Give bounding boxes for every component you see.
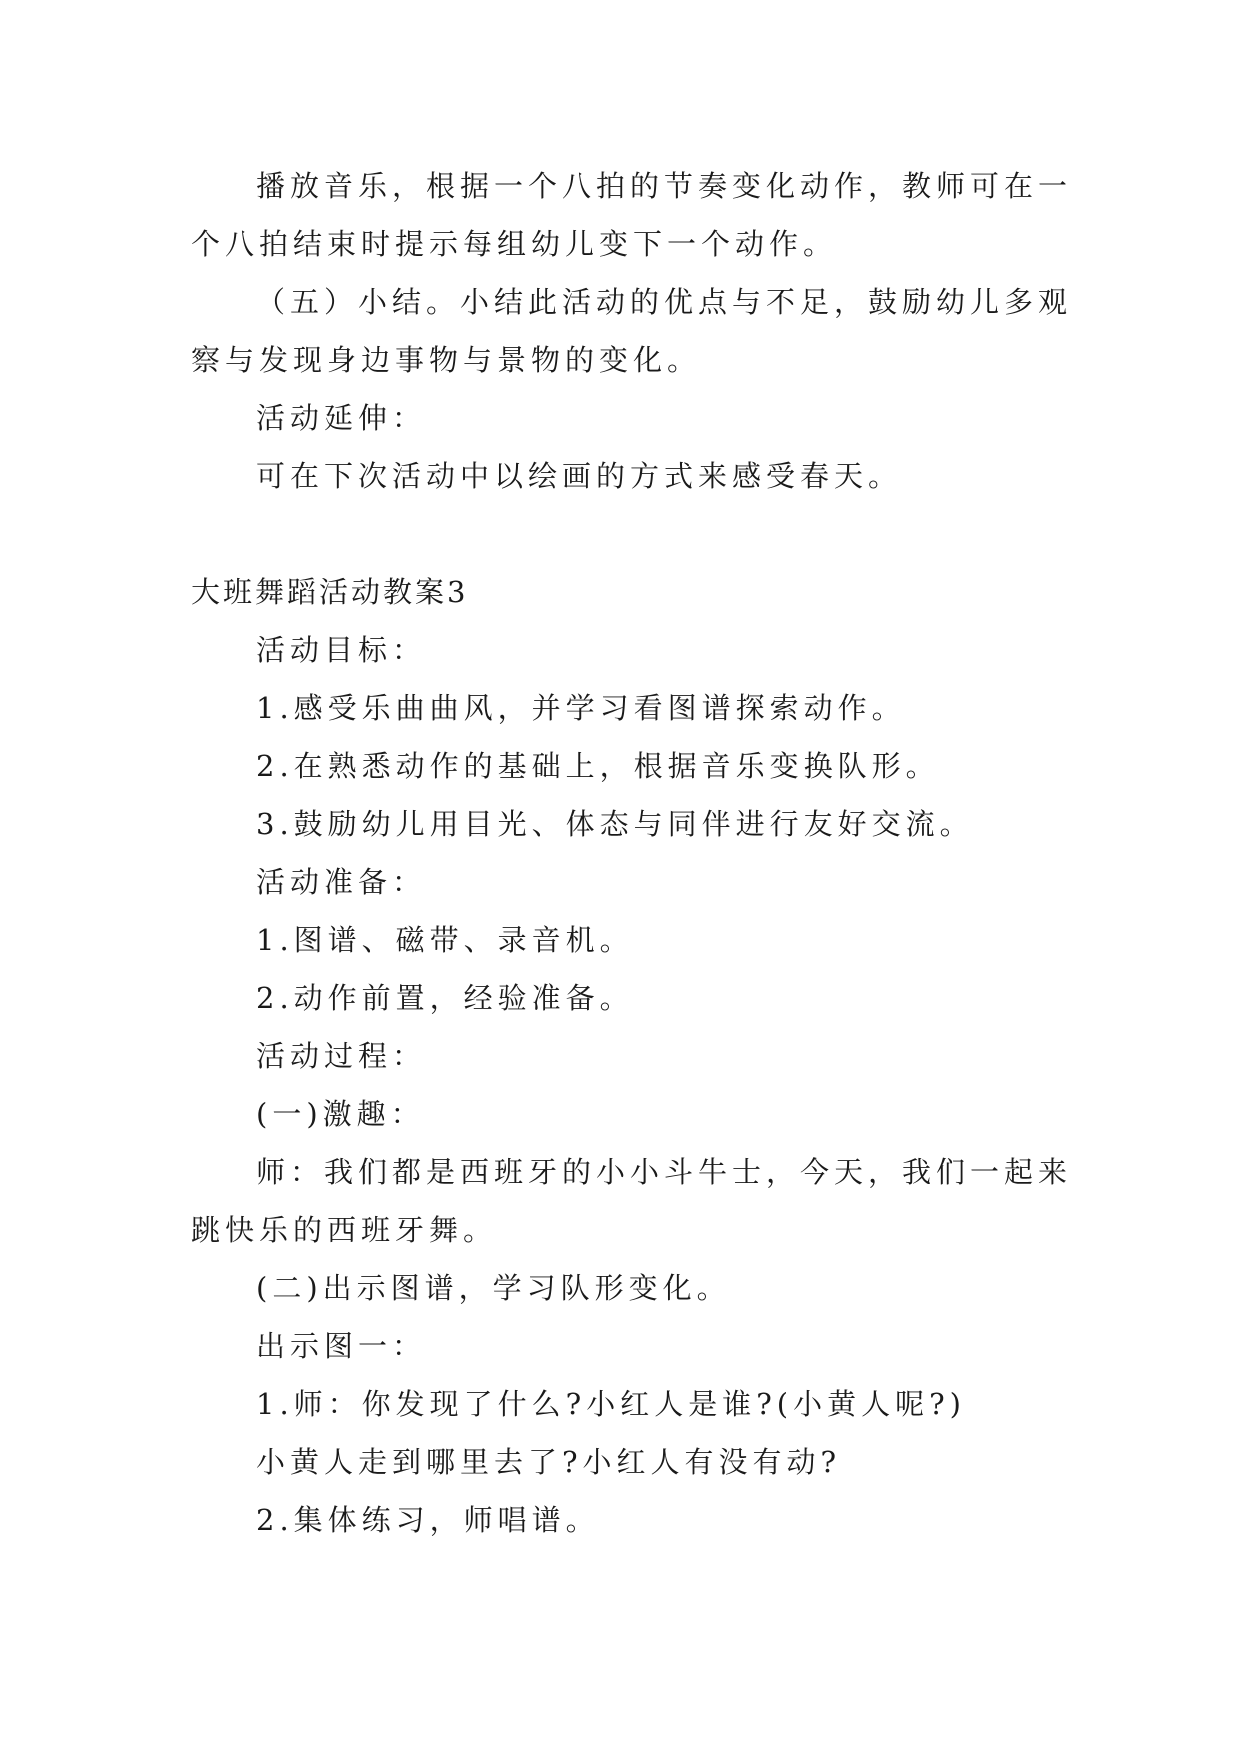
paragraph-line: 出示图一： xyxy=(256,1329,427,1363)
section-heading: 活动延伸： xyxy=(256,401,427,435)
paragraph-line: 跳快乐的西班牙舞。 xyxy=(191,1213,498,1247)
paragraph-line: 可在下次活动中以绘画的方式来感受春天。 xyxy=(256,459,903,493)
subsection-heading: (一)激趣： xyxy=(256,1097,425,1131)
list-item: 2.动作前置，经验准备。 xyxy=(256,981,634,1015)
section-heading: 活动准备： xyxy=(256,865,427,899)
document-title: 大班舞蹈活动教案3 xyxy=(191,575,469,609)
list-item: 1.师：你发现了什么?小红人是谁?(小黄人呢?) xyxy=(256,1387,966,1421)
paragraph-line: 察与发现身边事物与景物的变化。 xyxy=(191,343,702,377)
section-heading: 活动目标： xyxy=(256,633,427,667)
list-item: 2.在熟悉动作的基础上，根据音乐变换队形。 xyxy=(256,749,940,783)
list-item: 1.图谱、磁带、录音机。 xyxy=(256,923,634,957)
paragraph-line: （五）小结。小结此活动的优点与不足，鼓励幼儿多观 xyxy=(256,285,1073,319)
section-heading: 活动过程： xyxy=(256,1039,427,1073)
paragraph-line: 师：我们都是西班牙的小小斗牛士，今天，我们一起来 xyxy=(256,1155,1073,1189)
list-item: 3.鼓励幼儿用目光、体态与同伴进行友好交流。 xyxy=(256,807,974,841)
list-item: 2.集体练习，师唱谱。 xyxy=(256,1503,600,1537)
list-item: 1.感受乐曲曲风，并学习看图谱探索动作。 xyxy=(256,691,906,725)
paragraph-line: 播放音乐，根据一个八拍的节奏变化动作，教师可在一 xyxy=(256,169,1073,203)
subsection-heading: (二)出示图谱，学习队形变化。 xyxy=(256,1271,731,1305)
paragraph-line: 个八拍结束时提示每组幼儿变下一个动作。 xyxy=(191,227,838,261)
paragraph-line: 小黄人走到哪里去了?小红人有没有动? xyxy=(256,1445,842,1479)
